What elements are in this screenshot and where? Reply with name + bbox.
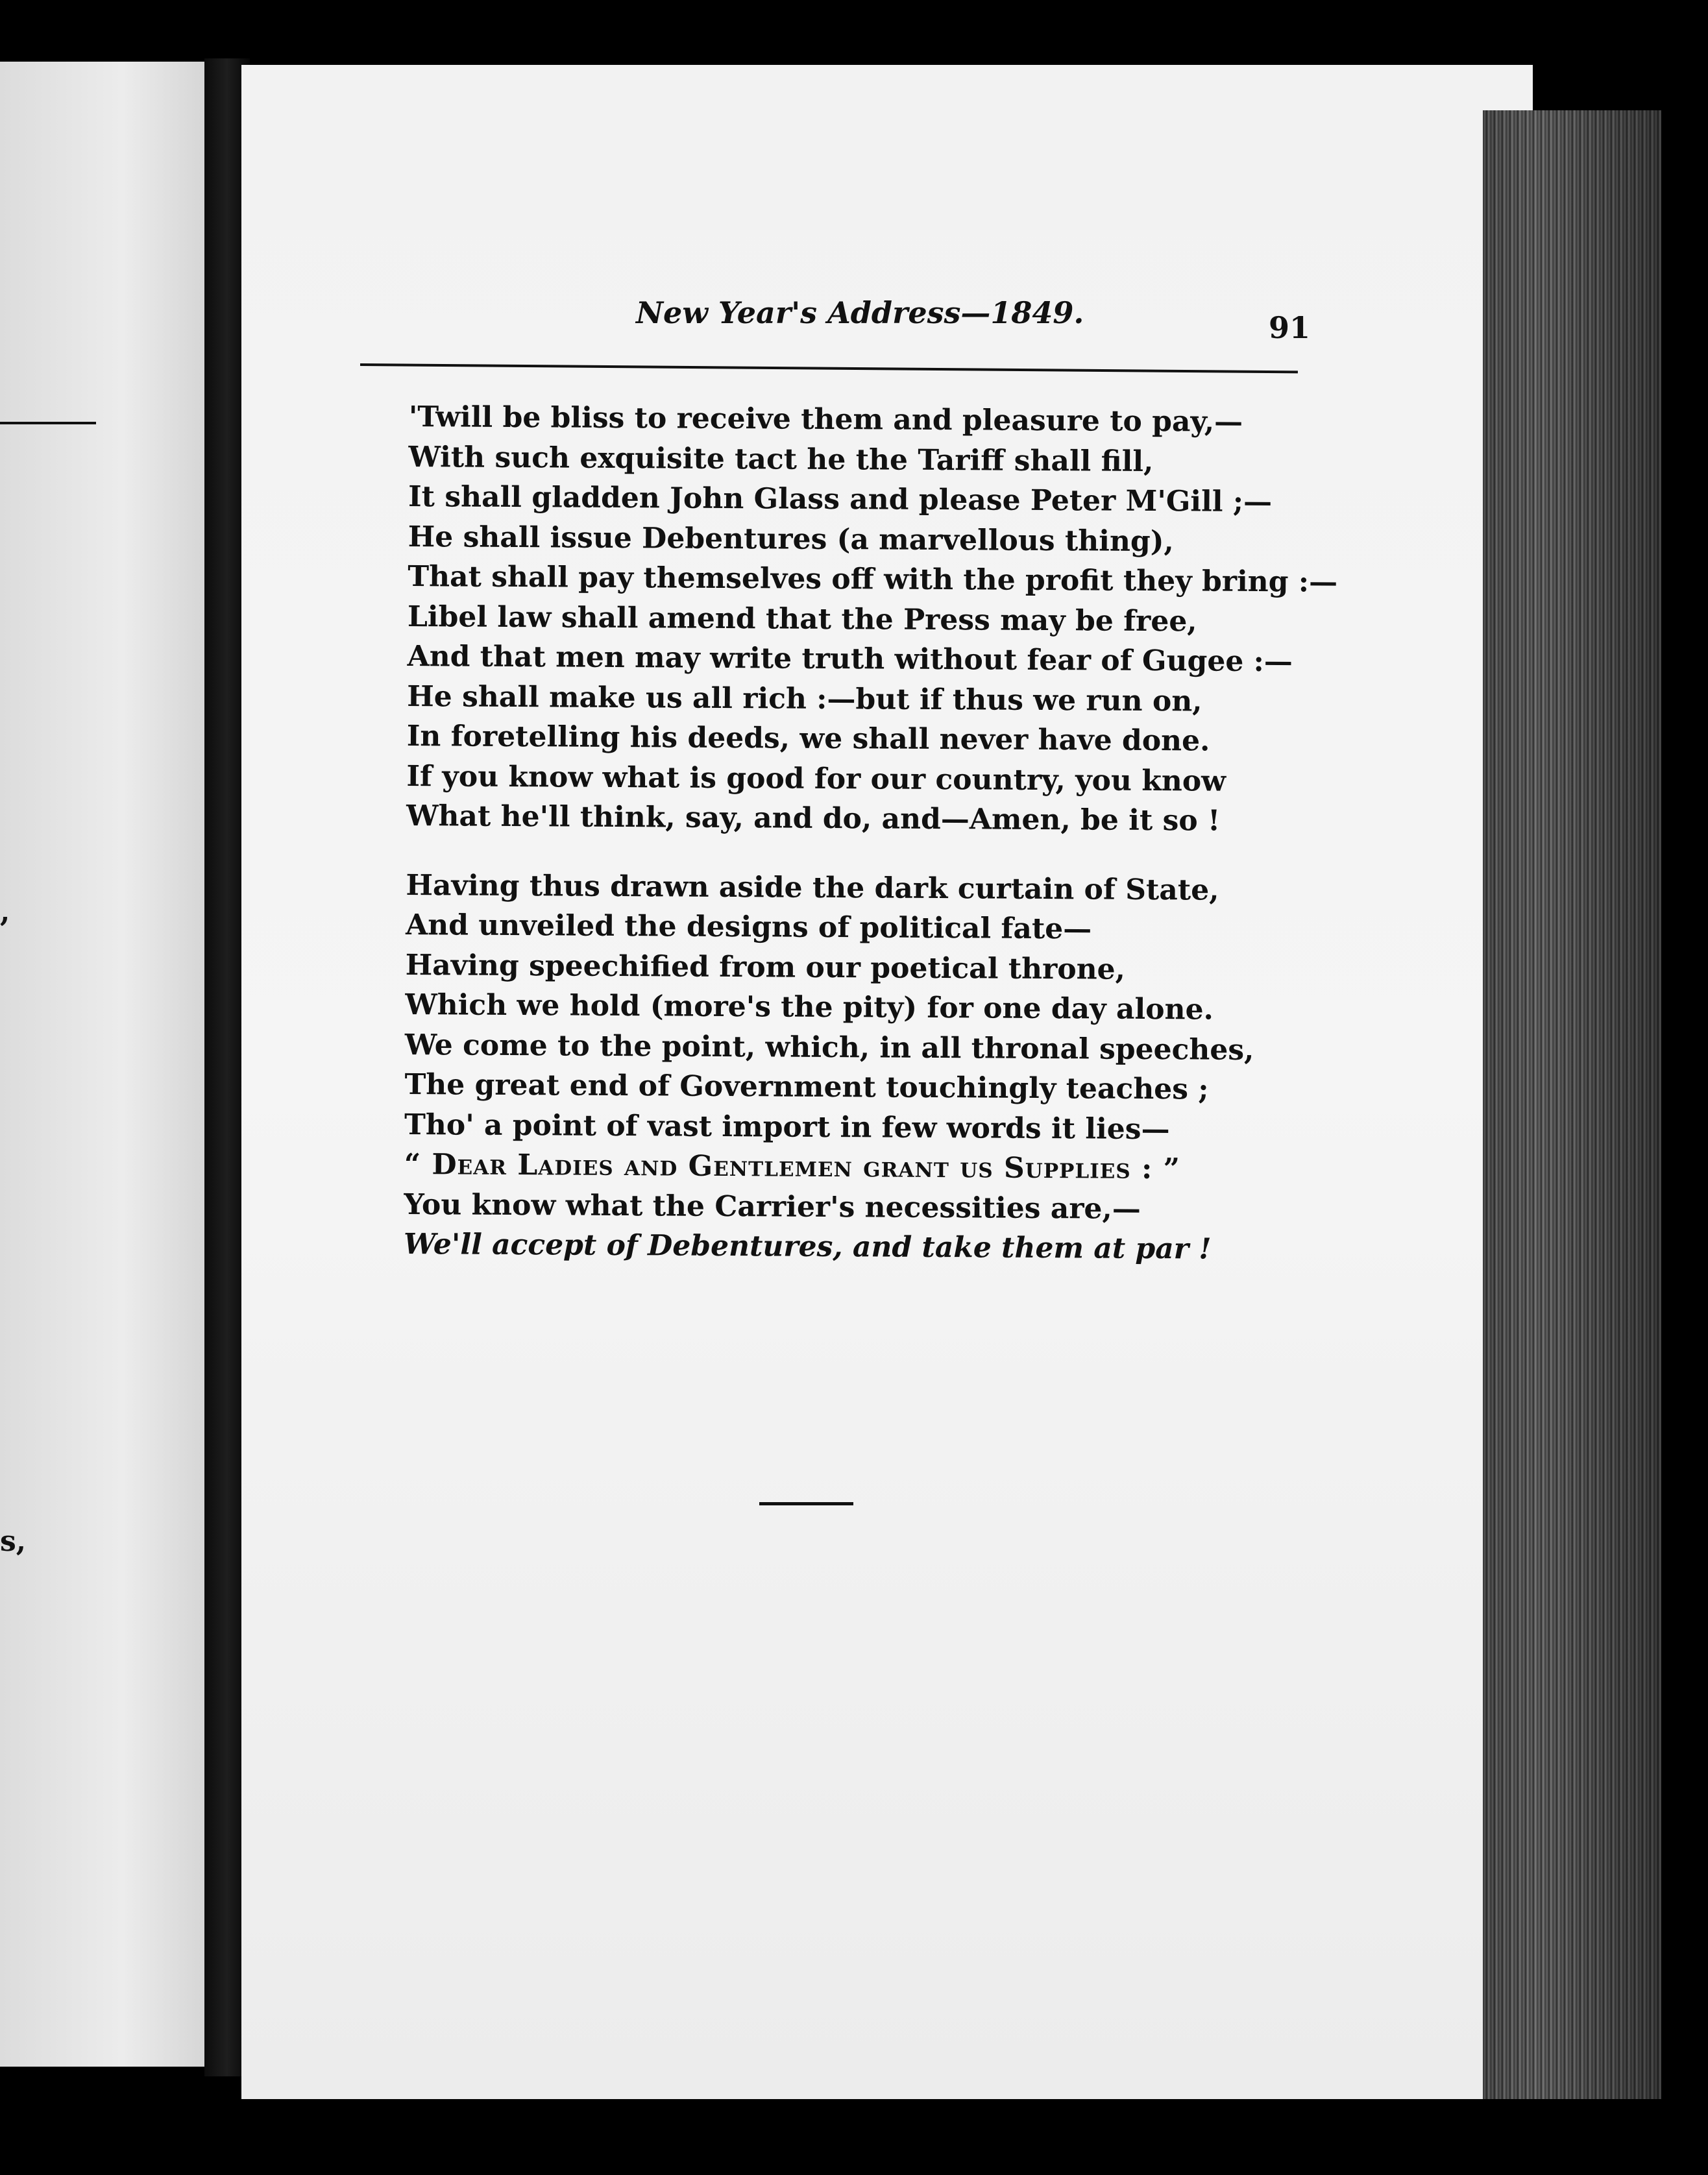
running-title: New Year's Address—1849.	[636, 295, 1084, 330]
poem-line: And that men may write truth without fear of Gugee :—	[407, 639, 1293, 679]
poem-line: He shall issue Debentures (a marvellous thing),	[408, 520, 1175, 558]
poem-line: That shall pay themselves off with the profit they bring :—	[408, 559, 1338, 599]
facing-page-fragment: s,	[0, 1525, 27, 1558]
poem-line: You know what the Carrier's necessities are,—	[404, 1187, 1141, 1226]
poem-line: Having thus drawn aside the dark curtain of State,	[406, 868, 1219, 907]
stanza	[404, 865, 1315, 1270]
poem-line: It shall gladden John Glass and please Peter M'Gill ;—	[408, 480, 1273, 519]
page-edges	[1483, 110, 1661, 2099]
page-number: 91	[1269, 310, 1311, 345]
poem-line: Tho' a point of vast import in few words it lies—	[404, 1108, 1170, 1146]
poem-line: What he'll think, say, and do, and—Amen, be it so !	[406, 799, 1221, 838]
poem-line: 'Twill be bliss to receive them and pleasure to pay,—	[408, 400, 1243, 439]
poem-line: If you know what is good for our country, you know	[406, 759, 1226, 798]
poem-line: Having speechified from our poetical throne,	[405, 948, 1126, 986]
poem-line: We come to the point, which, in all thronal speeches,	[404, 1028, 1254, 1067]
poem-line: With such exquisite tact he the Tariff shall fill,	[408, 440, 1154, 478]
poem-line: Which we hold (more's the pity) for one day alone.	[405, 988, 1214, 1027]
poem-line-small-caps: “ Dear Ladies and Gentlemen grant us Supplies : ”	[404, 1147, 1181, 1186]
poem-line: He shall make us all rich :—but if thus we run on,	[407, 679, 1202, 718]
poem-line: Libel law shall amend that the Press may be free,	[407, 600, 1197, 638]
closing-rule	[759, 1502, 853, 1505]
facing-page-rule	[0, 422, 96, 424]
poem-line: In foretelling his deeds, we shall never have done.	[406, 719, 1210, 758]
facing-page	[0, 62, 204, 2067]
poem	[403, 397, 1338, 1270]
stanza	[406, 397, 1338, 842]
poem-line-italic: We'll accept of Debentures, and take them at par !	[403, 1227, 1212, 1266]
poem-line: And unveiled the designs of political fate—	[405, 908, 1092, 946]
facing-page-fragment: ,	[0, 895, 10, 929]
poem-line: The great end of Government touchingly teaches ;	[404, 1067, 1209, 1106]
